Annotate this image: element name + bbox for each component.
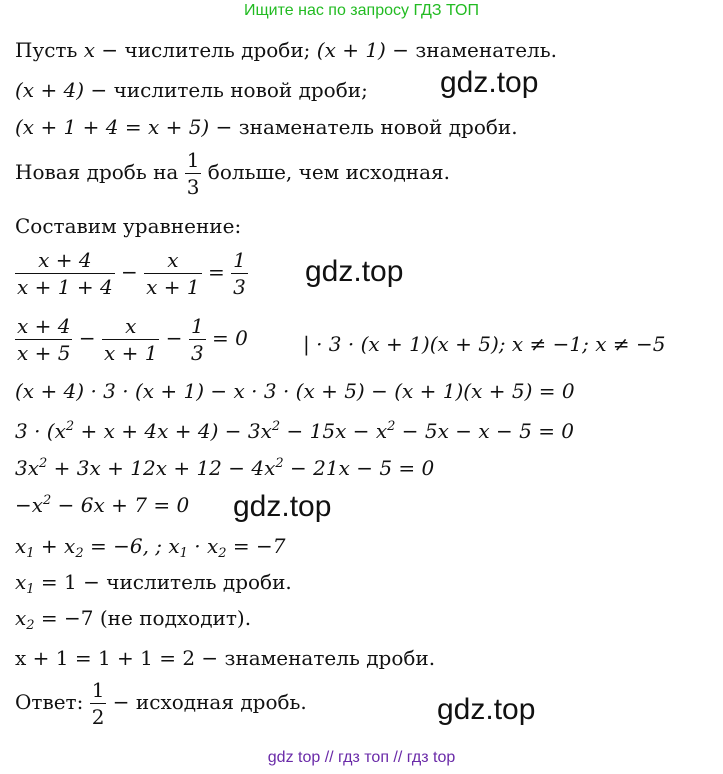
part: = −7 xyxy=(226,534,286,558)
text: − знаменатель. xyxy=(385,38,557,62)
bottom-banner: gdz top // гдз топ // гдз top xyxy=(267,749,456,766)
answer-line xyxy=(15,680,307,727)
fraction-one-half xyxy=(90,680,107,727)
part: = 1 − числитель дроби. xyxy=(34,570,292,594)
fraction xyxy=(144,250,201,297)
subscript: 1 xyxy=(26,582,35,597)
exponent: 2 xyxy=(275,456,284,471)
equation-2 xyxy=(15,316,248,363)
exponent: 2 xyxy=(43,493,52,508)
part: = −6, ; x xyxy=(83,534,180,558)
part: x xyxy=(15,606,27,630)
watermark: gdz.top xyxy=(233,490,332,523)
watermark: gdz.top xyxy=(440,66,539,99)
equation-3: (x + 4) · 3 · (x + 1) − x · 3 · (x + 5) − (x + 1)(x + 5) = 0 xyxy=(15,379,575,403)
denominator: x + 5 xyxy=(17,341,71,365)
part: − 5x − x − 5 = 0 xyxy=(395,419,575,443)
root-2-line xyxy=(15,608,251,632)
part: − 15x − x xyxy=(280,419,388,443)
equation-4 xyxy=(15,420,574,441)
equation-1 xyxy=(15,250,248,297)
subscript: 2 xyxy=(218,546,227,561)
numerator: x + 4 xyxy=(17,314,71,338)
text: − числитель новой дроби; xyxy=(84,78,368,102)
numerator: x xyxy=(102,316,159,340)
numerator: 1 xyxy=(91,678,105,702)
expr: (x + 1 + 4 = x + 5) xyxy=(15,115,210,139)
part: x xyxy=(15,570,27,594)
part: −x xyxy=(15,493,44,517)
denominator: x + 1 xyxy=(103,341,158,365)
subscript: 1 xyxy=(26,546,35,561)
fraction xyxy=(189,316,206,363)
equation-2-condition: | · 3 · (x + 1)(x + 5); x ≠ −1; x ≠ −5 xyxy=(303,332,666,356)
watermark: gdz.top xyxy=(305,255,404,288)
line-3 xyxy=(15,117,518,137)
operator: = xyxy=(201,260,232,284)
expr: (x + 4) xyxy=(15,78,85,102)
denominator-line: x + 1 = 1 + 1 = 2 − знаменатель дроби. xyxy=(15,646,436,670)
part: 3 · (x xyxy=(15,419,66,443)
operator: − xyxy=(114,260,145,284)
equation-7 xyxy=(15,536,286,560)
fraction xyxy=(102,316,159,363)
numerator: x xyxy=(144,250,201,274)
denominator: x + 1 xyxy=(146,275,200,299)
text: Новая дробь на xyxy=(15,160,185,184)
text: − исходная дробь. xyxy=(106,690,307,714)
fraction xyxy=(231,250,248,297)
line-5: Составим уравнение: xyxy=(15,214,242,238)
denominator: 2 xyxy=(91,705,105,729)
equals-zero: = 0 xyxy=(205,326,248,350)
subscript: 2 xyxy=(75,546,84,561)
line-2 xyxy=(15,80,368,100)
exponent: 2 xyxy=(387,419,396,434)
part: − 21x − 5 = 0 xyxy=(283,456,435,480)
subscript: 2 xyxy=(26,618,35,633)
part: − 6x + 7 = 0 xyxy=(51,493,190,517)
part: + 3x + 12x + 12 − 4x xyxy=(47,456,276,480)
top-banner: Ищите нас по запросу ГДЗ ТОП xyxy=(244,2,479,19)
part: 3x xyxy=(15,456,40,480)
exponent: 2 xyxy=(39,456,48,471)
operator: − xyxy=(72,326,102,350)
var-x: x xyxy=(83,38,96,62)
answer-label: Ответ: xyxy=(15,690,90,714)
part: x xyxy=(15,534,27,558)
operator: − xyxy=(159,326,189,350)
subscript: 1 xyxy=(179,546,188,561)
denominator: x + 1 + 4 xyxy=(17,275,113,299)
numerator: 1 xyxy=(233,248,246,272)
text: Пусть xyxy=(15,38,84,62)
exponent: 2 xyxy=(271,419,281,434)
part: + x xyxy=(34,534,76,558)
numerator: 1 xyxy=(190,314,204,338)
denominator: 3 xyxy=(186,175,200,199)
watermark: gdz.top xyxy=(437,693,536,726)
part: = −7 (не подходит). xyxy=(34,606,252,630)
part: · x xyxy=(187,534,219,558)
numerator: x + 4 xyxy=(15,250,115,274)
root-1-line xyxy=(15,572,292,596)
equation-5 xyxy=(15,457,434,478)
line-1 xyxy=(15,40,557,60)
fraction xyxy=(15,250,115,297)
numerator: 1 xyxy=(186,148,200,172)
text: больше, чем исходная. xyxy=(201,160,450,184)
fraction-one-third xyxy=(185,150,202,197)
fraction xyxy=(15,316,72,363)
expr: (x + 1) xyxy=(316,38,386,62)
text: − числитель дроби; xyxy=(95,38,317,62)
exponent: 2 xyxy=(65,419,75,434)
denominator: 3 xyxy=(233,275,246,299)
denominator: 3 xyxy=(190,341,204,365)
line-4 xyxy=(15,150,450,197)
part: + x + 4x + 4) − 3x xyxy=(74,419,272,443)
text: − знаменатель новой дроби. xyxy=(209,115,518,139)
equation-6 xyxy=(15,494,189,515)
